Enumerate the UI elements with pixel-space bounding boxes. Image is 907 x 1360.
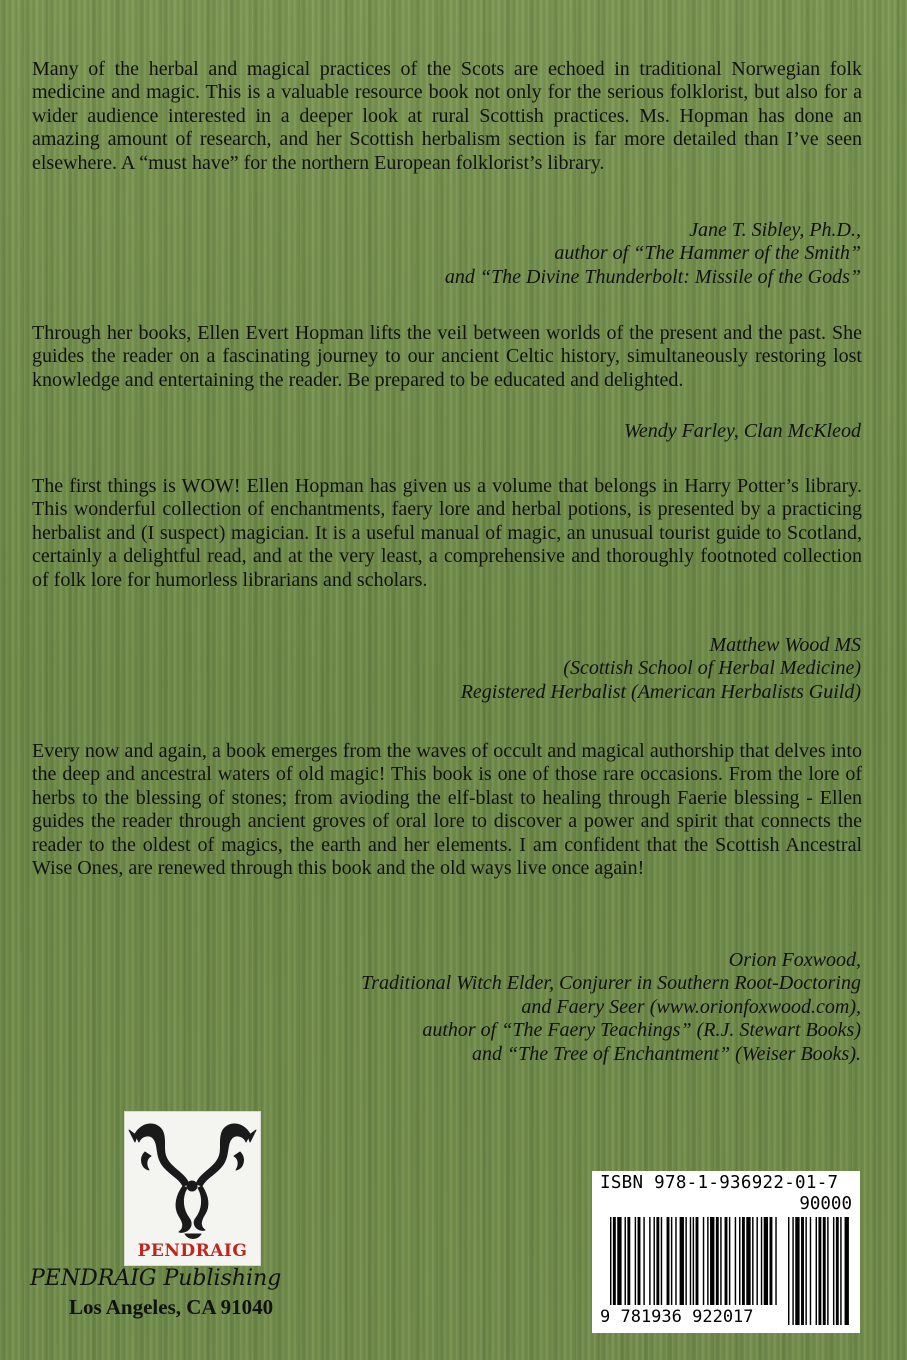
attribution-line: Matthew Wood MS: [709, 634, 861, 656]
publisher-address: Los Angeles, CA 91040: [69, 1295, 274, 1319]
barcode-digits: 9 781936 922017: [600, 1307, 754, 1327]
attribution-line: Jane T. Sibley, Ph.D.,: [689, 219, 861, 241]
attribution-line: Orion Foxwood,: [728, 949, 861, 971]
publisher-logo: [124, 1111, 261, 1266]
logo-wordmark: PENDRAIG: [137, 1241, 248, 1261]
review-attribution-1: [445, 219, 861, 289]
review-attribution-3: [461, 634, 861, 704]
attribution-line: author of “The Faery Teachings” (R.J. Stewart Books): [422, 1019, 861, 1042]
price-code: 90000: [799, 1194, 852, 1214]
isbn-label: ISBN 978-1-936922-01-7: [600, 1173, 839, 1193]
triple-dragon-icon: [125, 1112, 260, 1242]
review-attribution-2: [624, 420, 861, 443]
publisher-name: PENDRAIG Publishing: [30, 1266, 282, 1291]
isbn-barcode: [592, 1171, 860, 1333]
review-text-1: Many of the herbal and magical practices of the Scots are echoed in traditional Norwegian folk medicine and magic. This is a valuable resource book not only for the serious folklorist, but also for a wider audience interested in a deeper look at rural Scottish practices. Ms. Hopman has done an amazing amount of research, and her Scottish herbalism section is far more detailed than I’ve seen elsewhere. A “must have” for the northern European folklorist’s library.: [32, 58, 862, 174]
attribution-line: author of “The Hammer of the Smith”: [554, 242, 861, 265]
attribution-line: and “The Tree of Enchantment” (Weiser Books).: [471, 1042, 861, 1065]
review-text-4: Every now and again, a book emerges from the waves of occult and magical authorship that delves into the deep and ancestral waters of old magic! This book is one of those rare occasions. From the lore of herbs to the blessing of stones; from avioding the elf-blast to healing through Faerie blessing - Ellen guides the reader through ancient groves of oral lore to discover a power and spirit that connects the reader to the oldest of magics, the earth and her elements. I am confident that the Scottish Ancestral Wise Ones, are renewed through this book and the old ways live once again!: [32, 740, 862, 880]
attribution-line: (Scottish School of Herbal Medicine): [563, 657, 861, 680]
attribution-line: Wendy Farley, Clan McKleod: [624, 420, 861, 442]
review-text-2: Through her books, Ellen Evert Hopman lifts the veil between worlds of the present and the past. She guides the reader on a fascinating journey to our ancient Celtic history, simultaneously restoring lost knowledge and entertaining the reader. Be prepared to be educated and delighted.: [32, 322, 862, 391]
review-attribution-4: [361, 949, 861, 1066]
attribution-line: Traditional Witch Elder, Conjurer in Southern Root-Doctoring: [361, 972, 861, 995]
attribution-line: and “The Divine Thunderbolt: Missile of the Gods”: [444, 265, 861, 288]
attribution-line: Registered Herbalist (American Herbalists Guild): [460, 680, 861, 703]
attribution-line: and Faery Seer (www.orionfoxwood.com),: [521, 995, 861, 1018]
review-text-3: The first things is WOW! Ellen Hopman has given us a volume that belongs in Harry Potter’s library. This wonderful collection of enchantments, faery lore and herbal potions, is presented by a practicing herbalist and (I suspect) magician. It is a useful manual of magic, an unusual tourist guide to Scotland, certainly a delightful read, and at the very least, a comprehensive and thoroughly footnoted collection of folk lore for humorless librarians and scholars.: [32, 475, 862, 591]
